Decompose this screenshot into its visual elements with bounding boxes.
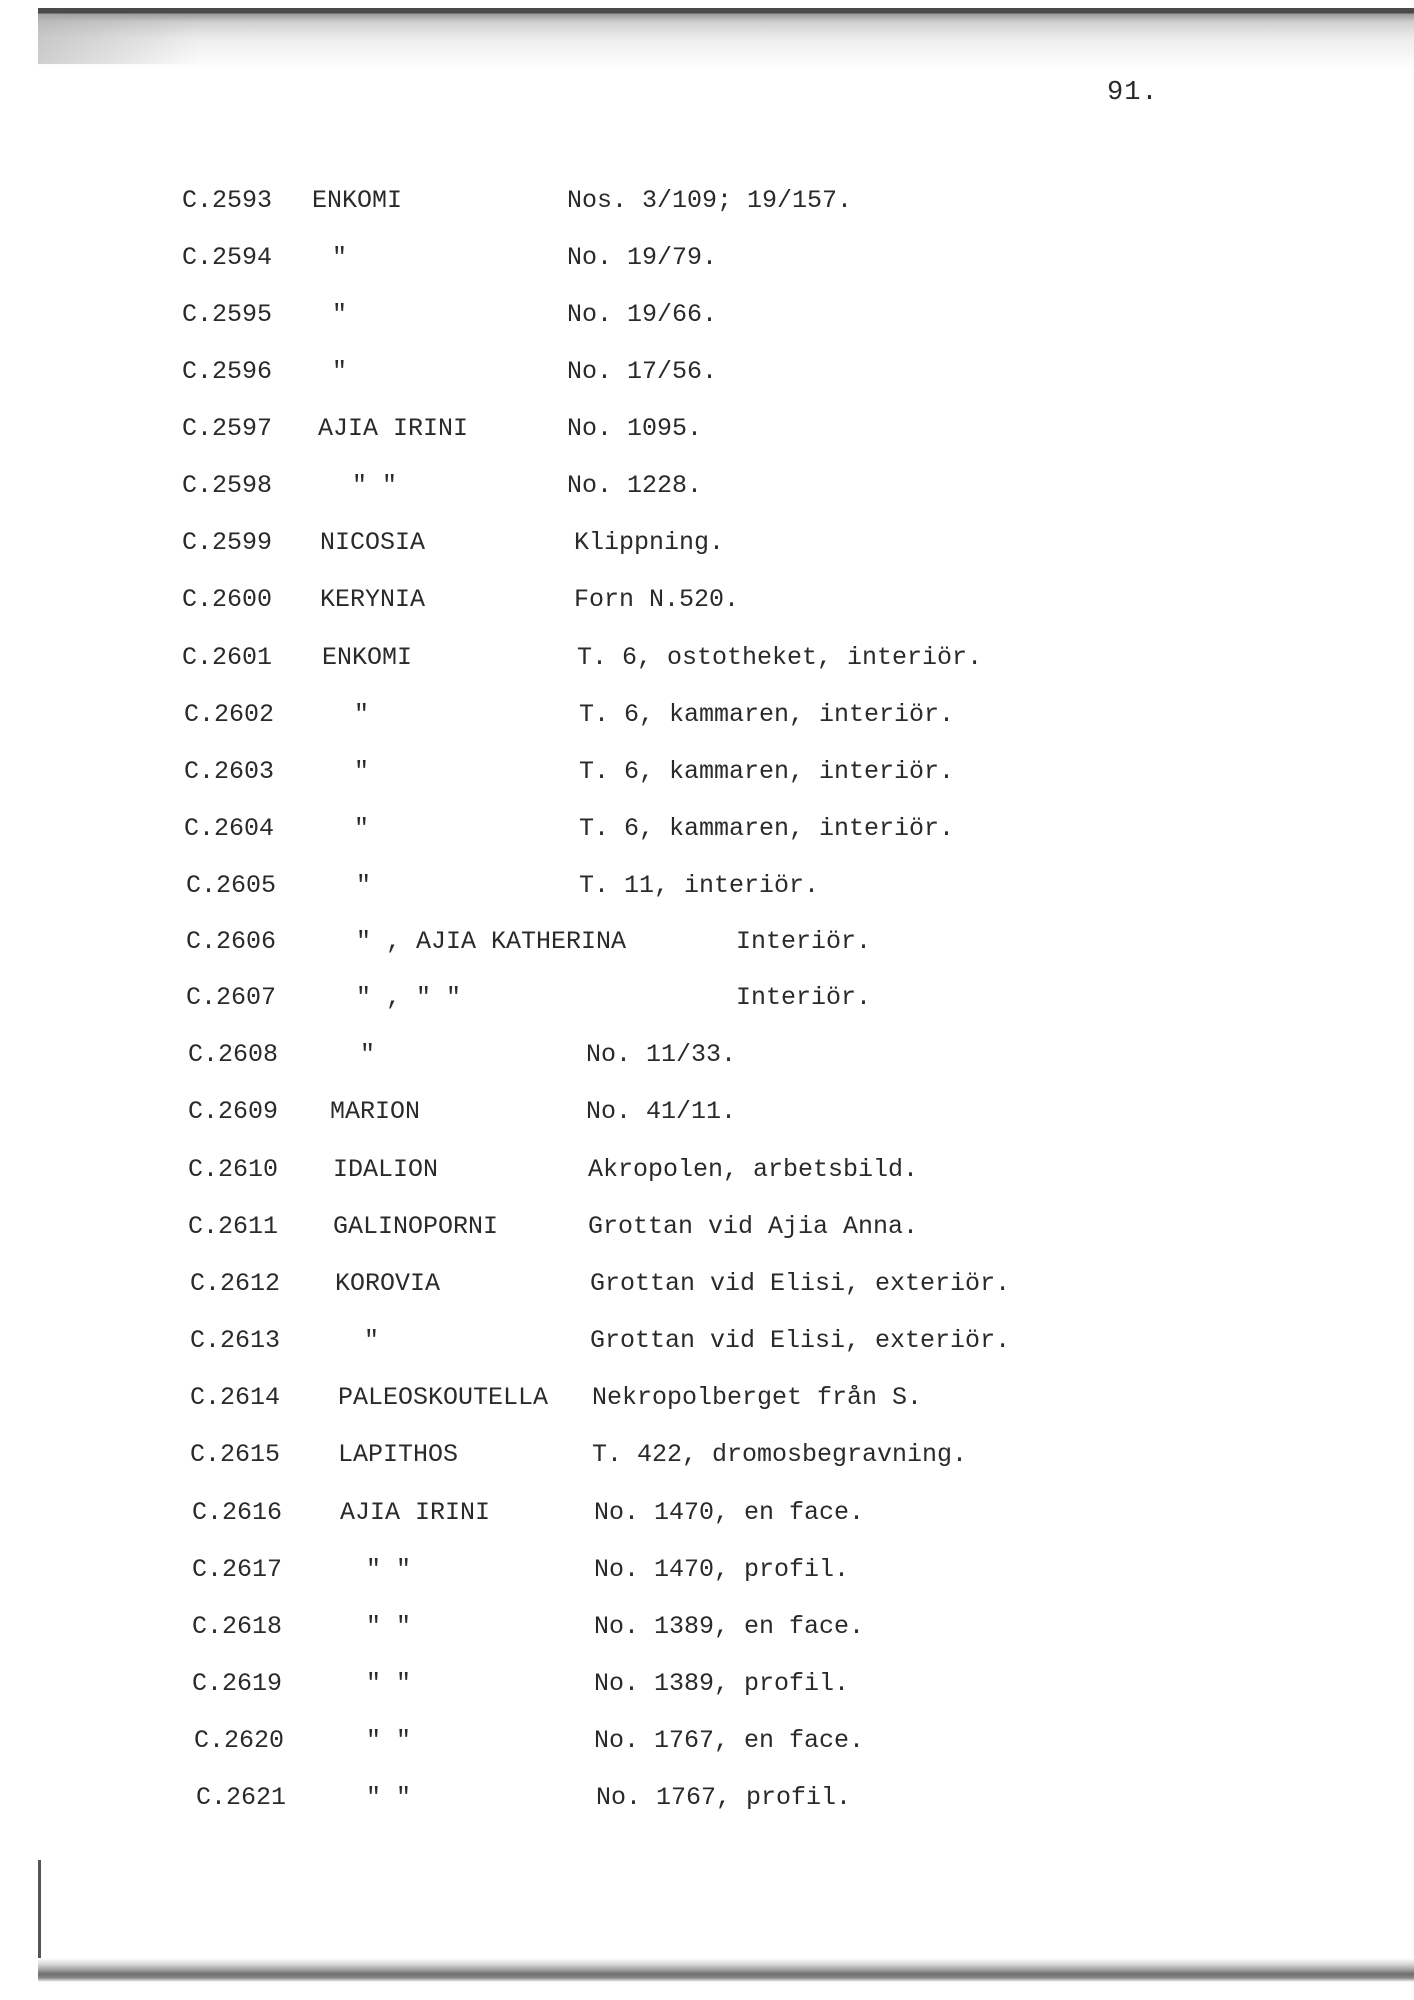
catalog-description: No. 1767, en face.	[594, 1726, 865, 1755]
catalog-site: "	[332, 243, 348, 272]
catalog-code: C.2610	[188, 1155, 279, 1184]
catalog-description: Interiör.	[736, 927, 872, 956]
catalog-site: "	[354, 757, 370, 786]
catalog-code: C.2621	[196, 1783, 287, 1812]
catalog-site: KOROVIA	[335, 1269, 441, 1298]
catalog-description: T. 6, kammaren, interiör.	[579, 757, 955, 786]
catalog-description: No. 1470, en face.	[594, 1498, 865, 1527]
catalog-description: No. 41/11.	[586, 1097, 737, 1126]
scan-top-border	[38, 8, 1414, 70]
catalog-code: C.2604	[184, 814, 275, 843]
catalog-site: "	[332, 357, 348, 386]
catalog-description: T. 11, interiör.	[579, 871, 820, 900]
catalog-description: No. 1470, profil.	[594, 1555, 850, 1584]
catalog-code: C.2607	[186, 983, 277, 1012]
catalog-code: C.2606	[186, 927, 277, 956]
catalog-description: T. 6, kammaren, interiör.	[579, 700, 955, 729]
catalog-code: C.2603	[184, 757, 275, 786]
catalog-site: LAPITHOS	[338, 1440, 459, 1469]
catalog-code: C.2609	[188, 1097, 279, 1126]
catalog-site: " "	[366, 1669, 412, 1698]
catalog-code: C.2615	[190, 1440, 281, 1469]
catalog-code: C.2616	[192, 1498, 283, 1527]
catalog-site: IDALION	[333, 1155, 439, 1184]
catalog-code: C.2593	[182, 186, 273, 215]
catalog-code: C.2599	[182, 528, 273, 557]
catalog-site: " , AJIA KATHERINA	[356, 927, 627, 956]
catalog-code: C.2620	[194, 1726, 285, 1755]
catalog-description: Grottan vid Ajia Anna.	[588, 1212, 919, 1241]
catalog-site: AJIA IRINI	[340, 1498, 491, 1527]
catalog-site: NICOSIA	[320, 528, 426, 557]
catalog-site: " "	[366, 1555, 412, 1584]
catalog-description: Klippning.	[574, 528, 725, 557]
catalog-site: " "	[352, 471, 398, 500]
catalog-description: No. 19/79.	[567, 243, 718, 272]
catalog-site: "	[360, 1040, 376, 1069]
catalog-code: C.2595	[182, 300, 273, 329]
catalog-site: "	[364, 1326, 380, 1355]
catalog-site: MARION	[330, 1097, 421, 1126]
catalog-description: No. 1389, en face.	[594, 1612, 865, 1641]
catalog-code: C.2594	[182, 243, 273, 272]
catalog-description: Grottan vid Elisi, exteriör.	[590, 1326, 1011, 1355]
catalog-code: C.2601	[182, 643, 273, 672]
catalog-site: "	[356, 871, 372, 900]
catalog-code: C.2614	[190, 1383, 281, 1412]
catalog-site: AJIA IRINI	[318, 414, 469, 443]
scan-top-shadow	[38, 14, 198, 64]
catalog-description: Grottan vid Elisi, exteriör.	[590, 1269, 1011, 1298]
catalog-code: C.2611	[188, 1212, 279, 1241]
catalog-code: C.2597	[182, 414, 273, 443]
catalog-code: C.2617	[192, 1555, 283, 1584]
catalog-description: No. 11/33.	[586, 1040, 737, 1069]
catalog-description: T. 422, dromosbegravning.	[592, 1440, 968, 1469]
catalog-code: C.2608	[188, 1040, 279, 1069]
catalog-site: "	[332, 300, 348, 329]
catalog-site: PALEOSKOUTELLA	[338, 1383, 549, 1412]
catalog-description: T. 6, kammaren, interiör.	[579, 814, 955, 843]
catalog-site: " "	[366, 1726, 412, 1755]
catalog-site: "	[354, 814, 370, 843]
catalog-site: ENKOMI	[322, 643, 413, 672]
catalog-code: C.2596	[182, 357, 273, 386]
page-number: 91.	[1107, 78, 1159, 108]
catalog-code: C.2600	[182, 585, 273, 614]
catalog-description: No. 17/56.	[567, 357, 718, 386]
catalog-site: KERYNIA	[320, 585, 426, 614]
catalog-description: No. 1767, profil.	[596, 1783, 852, 1812]
catalog-description: No. 19/66.	[567, 300, 718, 329]
catalog-description: Forn N.520.	[574, 585, 740, 614]
catalog-site: " "	[366, 1783, 412, 1812]
catalog-code: C.2613	[190, 1326, 281, 1355]
catalog-description: Interiör.	[736, 983, 872, 1012]
catalog-description: No. 1389, profil.	[594, 1669, 850, 1698]
catalog-code: C.2619	[192, 1669, 283, 1698]
catalog-site: GALINOPORNI	[333, 1212, 499, 1241]
catalog-code: C.2602	[184, 700, 275, 729]
catalog-site: " , " "	[356, 983, 462, 1012]
catalog-site: "	[354, 700, 370, 729]
catalog-description: No. 1228.	[567, 471, 703, 500]
catalog-description: No. 1095.	[567, 414, 703, 443]
catalog-description: Akropolen, arbetsbild.	[588, 1155, 919, 1184]
catalog-code: C.2598	[182, 471, 273, 500]
catalog-description: Nos. 3/109; 19/157.	[567, 186, 853, 215]
catalog-site: ENKOMI	[312, 186, 403, 215]
catalog-code: C.2618	[192, 1612, 283, 1641]
catalog-code: C.2612	[190, 1269, 281, 1298]
catalog-site: " "	[366, 1612, 412, 1641]
catalog-description: Nekropolberget från S.	[592, 1383, 923, 1412]
catalog-description: T. 6, ostotheket, interiör.	[577, 643, 983, 672]
scan-bottom-border	[38, 1958, 1414, 1982]
catalog-code: C.2605	[186, 871, 277, 900]
